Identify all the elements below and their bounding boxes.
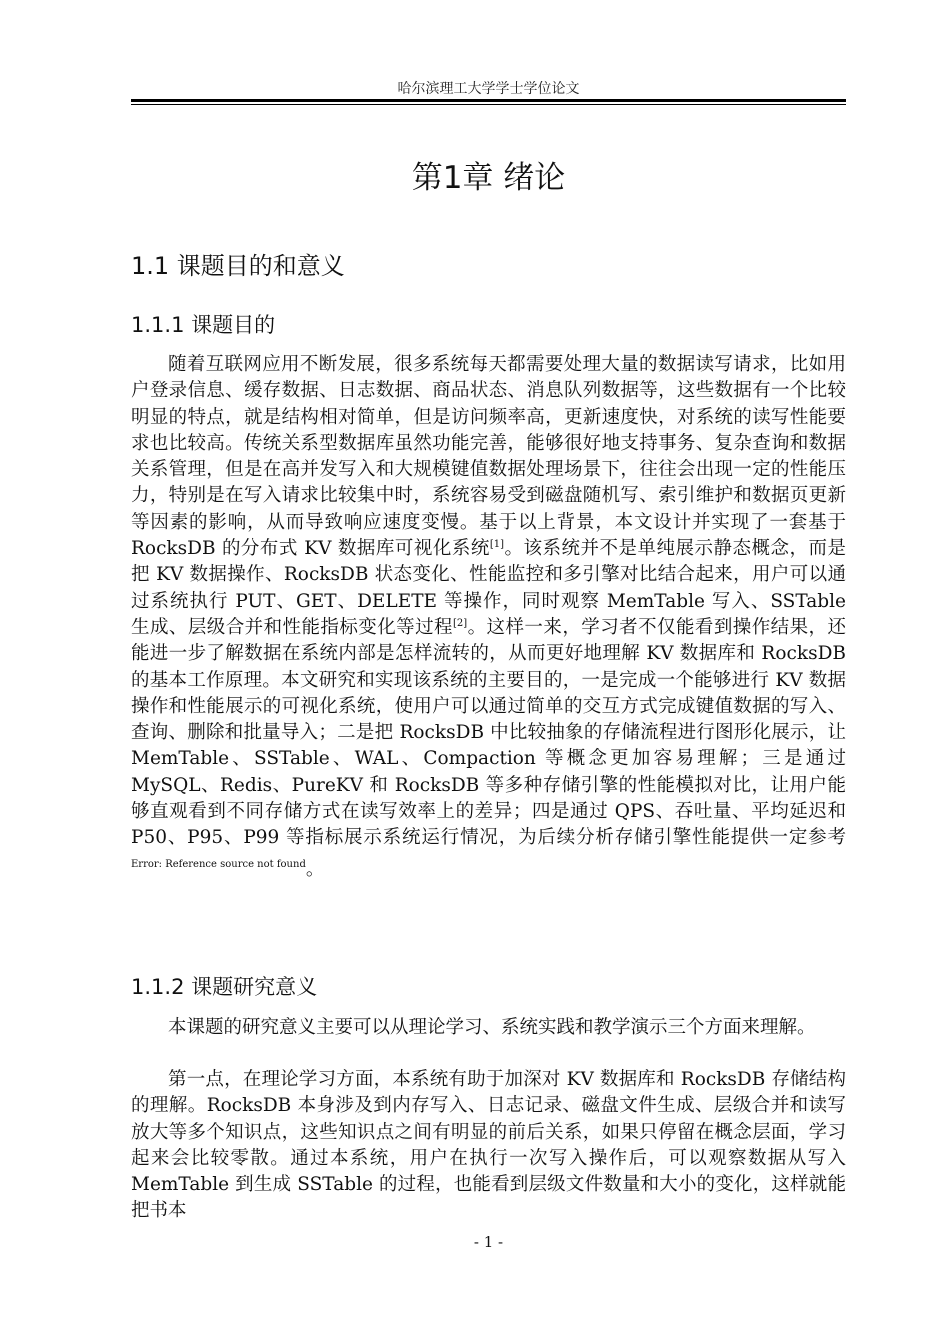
paragraph-purpose-end: 。: [305, 858, 325, 880]
section-heading-1-1: 1.1 课题目的和意义: [131, 252, 345, 280]
header-rule-thick: [131, 99, 846, 102]
paragraph-purpose-text-3: 。这样一来，学习者不仅能看到操作结果，还能进一步了解数据在系统内部是怎样流转的，从而更好地理解 KV 数据库和 RocksDB 的基本工作原理。本文研究和实现该系统的主要目的，一是完成一个能够进行 KV 数据操作和性能展示的可视化系统，使用户可以通过简单的交互方式完成键值数据的写入、查询、删除和批量导入；二是把 RocksDB 中比较抽象的存储流程进行图形化展示，让 MemTable、SSTable、WAL、Compaction 等概念更加容易理解；三是通过 MySQL、Redis、PureKV 和 RocksDB 等多种存储引擎的性能模拟对比，让用户能够直观看到不同存储方式在读写效率上的差异；四是通过 QPS、吞吐量、平均延迟和 P50、P95、P99 等指标展示系统运行情况，为后续分析存储引擎性能提供一定参考: [131, 616, 846, 849]
citation-1: [1]: [489, 538, 505, 550]
page-number: - 1 -: [473, 1233, 504, 1251]
paragraph-significance-intro: 本课题的研究意义主要可以从理论学习、系统实践和教学演示三个方面来理解。: [168, 1017, 816, 1038]
reference-error-note: Error: Reference source not found: [131, 858, 306, 870]
section-heading-1-1-2: 1.1.2 课题研究意义: [131, 975, 318, 999]
paragraph-purpose: [131, 352, 846, 883]
chapter-title: 第1章 绪论: [411, 160, 566, 196]
header-rule-thin: [131, 104, 846, 105]
running-header: 哈尔滨理工大学学士学位论文: [397, 81, 580, 97]
paragraph-purpose-text-1: 随着互联网应用不断发展，很多系统每天都需要处理大量的数据读写请求，比如用户登录信息、缓存数据、日志数据、商品状态、消息队列数据等，这些数据有一个比较明显的特点，就是结构相对简单，但是访问频率高，更新速度快，对系统的读写性能要求也比较高。传统关系型数据库虽然功能完善，能够很好地支持事务、复杂查询和数据关系管理，但是在高并发写入和大规模键值数据处理场景下，往往会出现一定的性能压力，特别是在写入请求比较集中时，系统容易受到磁盘随机写、索引维护和数据页更新等因素的影响，从而导致响应速度变慢。基于以上背景，本文设计并实现了一套基于 RocksDB 的分布式 KV 数据库可视化系统: [131, 354, 846, 560]
citation-2: [2]: [453, 617, 468, 629]
paragraph-significance-first: 第一点，在理论学习方面，本系统有助于加深对 KV 数据库和 RocksDB 存储结构的理解。RocksDB 本身涉及到内存写入、日志记录、磁盘文件生成、层级合并和读写放大等多个知识点，这些知识点之间有明显的前后关系，如果只停留在概念层面，学习起来会比较零散。通过本系统，用户在执行一次写入操作后，可以观察数据从写入 MemTable 到生成 SSTable 的过程，也能看到层级文件数量和大小的变化，这样就能把书本: [131, 1069, 846, 1222]
paragraph-purpose-text-2: 。该系统并不是单纯展示静态概念，而是把 KV 数据操作、RocksDB 状态变化、性能监控和多引擎对比结合起来，用户可以通过系统执行 PUT、GET、DELETE 等操作，同时观察 MemTable 写入、SSTable 生成、层级合并和性能指标变化等过程: [131, 538, 846, 638]
section-heading-1-1-1: 1.1.1 课题目的: [131, 313, 276, 337]
